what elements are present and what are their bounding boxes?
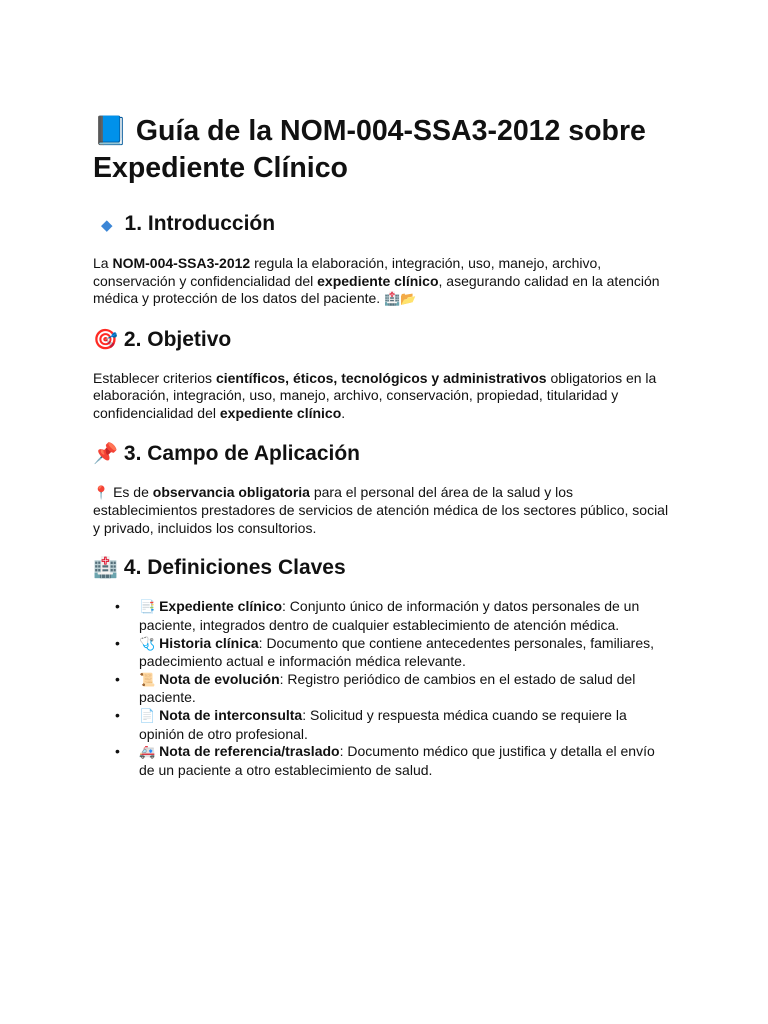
round-pushpin-icon: 📍	[93, 485, 110, 501]
list-item	[93, 671, 674, 707]
intro-paragraph	[93, 255, 674, 309]
hospital-icon: 🏥	[384, 292, 401, 308]
target-icon: 🎯	[93, 326, 118, 351]
text-run: , asegurando calidad en la atención médica y protección de los datos del paciente.	[93, 272, 660, 307]
definition-text: : Solicitud y respuesta médica cuando se requiere la opinión de otro profesional.	[139, 706, 627, 742]
bookmark-tabs-icon: 📑	[139, 600, 156, 616]
list-item	[93, 598, 674, 634]
definition-text: : Registro periódico de cambios en el estado de salud del paciente.	[139, 670, 636, 706]
bold-run: expediente clínico	[317, 272, 439, 289]
section-heading-text: 4. Definiciones Claves	[123, 556, 346, 580]
text-run: obligatorios en la elaboración, integración, uso, manejo, archivo, conservación, propiedad, titularidad y confidencialidad del	[93, 369, 657, 421]
section-heading-introduccion	[93, 210, 674, 239]
campo-paragraph	[93, 484, 674, 538]
objetivo-paragraph	[93, 370, 674, 423]
stethoscope-icon: 🩺	[139, 636, 156, 652]
definition-text: : Documento que contiene antecedentes personales, familiares, padecimiento actual e información médica relevante.	[139, 634, 655, 670]
bold-run: NOM-004-SSA3-2012	[112, 255, 251, 271]
section-heading-campo	[93, 439, 674, 468]
definition-term: Nota de referencia/traslado	[159, 743, 340, 760]
page-title	[93, 112, 674, 187]
definition-term: Historia clínica	[159, 634, 259, 651]
definition-term: Expediente clínico	[159, 598, 283, 615]
bold-run: expediente clínico	[219, 404, 342, 421]
definition-term: Nota de evolución	[159, 670, 280, 687]
definition-text: : Conjunto único de información y datos personales de un paciente, integrados dentro de cualquier establecimiento de atención médica.	[139, 598, 640, 633]
text-run: Establecer criterios	[93, 369, 216, 386]
section-heading-objetivo	[93, 325, 674, 354]
scroll-icon: 📜	[139, 672, 156, 688]
definition-text: : Documento médico que justifica y detalla el envío de un paciente a otro establecimiento de salud.	[139, 743, 655, 778]
list-item	[93, 743, 674, 779]
section-heading-text: 1. Introducción	[124, 212, 276, 235]
blue-diamond-icon: ◆	[101, 216, 113, 234]
text-run: La	[93, 255, 113, 271]
bold-run: científicos, éticos, tecnológicos y administrativos	[215, 369, 547, 386]
bold-run: observancia obligatoria	[152, 483, 310, 500]
list-item	[93, 635, 674, 671]
folder-icon: 📂	[400, 292, 417, 308]
definition-term: Nota de interconsulta	[159, 706, 303, 723]
definitions-list	[93, 598, 674, 779]
text-run: para el personal del área de la salud y los establecimientos prestadores de servicios de atención médica de los sectores público, social y privado, incluidos los consultorios.	[93, 483, 669, 536]
ambulance-icon: 🚑	[139, 745, 156, 761]
blue-book-icon: 📘	[93, 114, 128, 147]
pushpin-icon: 📌	[93, 440, 118, 465]
text-run: Es de	[109, 483, 153, 500]
page-facing-up-icon: 📄	[139, 708, 156, 724]
text-run: regula la elaboración, integración, uso, manejo, archivo, conservación y confidencialidad del	[93, 255, 602, 289]
section-heading-definiciones	[93, 553, 674, 582]
section-heading-text: 2. Objetivo	[123, 327, 232, 351]
text-run: .	[341, 404, 346, 421]
hospital-icon: 🏥	[93, 555, 118, 580]
list-item	[93, 707, 674, 743]
page-title-text: Guía de la NOM-004-SSA3-2012 sobre Expediente Clínico	[93, 115, 646, 184]
section-heading-text: 3. Campo de Aplicación	[123, 441, 361, 465]
